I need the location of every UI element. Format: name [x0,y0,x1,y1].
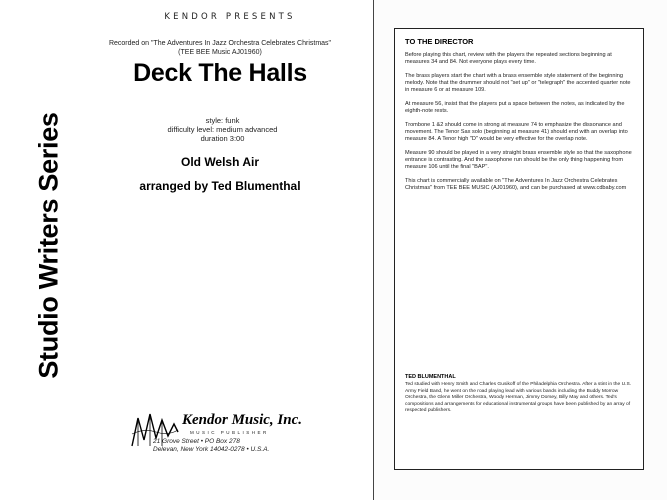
notes-page [373,0,667,500]
note-paragraph: The brass players start the chart with a brass ensemble style statement of the beginning melody. Note that the drummer should not "set up" or "telegraph" the accented quarter note in measure 6 or at measure 109. [405,73,631,93]
bio-text: Ted studied with Henry Smith and Charles Gusikoff of the Philadelphia Orchestra. After a stint in the U.S. Army Field Band, he went on the road playing lead with various bands including the Buddy Morrow Orchestra, the Glenn Miller Orchestra, Woody Herman, Jimmy Dorsey, Billy May and others. Ted's compositions and arrangements for educational instrumental groups have been published by an array of respected publishers. [405,382,632,413]
note-paragraph: Trombone 1 &2 should come in strong at measure 74 to emphasize the dissonance and movement. The Tenor Sax solo (beginning at measure 41) should end with an overlap into measure 84. A Tenor high "D" would be very effective for the overlap note. [405,122,628,142]
series-title: Studio Writers Series [33,111,64,379]
director-heading: TO THE DIRECTOR [405,37,474,46]
note-paragraph: At measure 56, insist that the players put a space between the notes, as indicated by the eighth-note rests. [405,101,625,114]
recorded-info [90,40,350,57]
recorded-line-1: Recorded on "The Adventures In Jazz Orchestra Celebrates Christmas" [108,40,332,47]
series-banner [24,80,74,410]
publisher-block [130,410,350,470]
publisher-subtitle: MUSIC PUBLISHER [190,430,269,435]
piece-title: Deck The Halls [133,59,307,87]
piece-details [110,116,335,143]
director-notes [405,37,633,199]
note-paragraph: Measure 90 should be played in a very straight brass ensemble style so that the saxophone entrance is contrasting. And the saxophone run should be the only thing happening from measure 106 until the final "BAP". [405,150,632,170]
arranger-bio [405,374,633,415]
notes-frame [394,28,644,470]
arranger-credit: arranged by Ted Blumenthal [139,179,301,193]
difficulty-line: difficulty level: medium advanced [167,125,278,134]
note-paragraph: Before playing this chart, review with the players the repeated sections beginning at measures 34 and 84. Not everyone plays every time. [405,52,612,65]
bio-heading: TED BLUMENTHAL [405,374,456,380]
address-line-2: Delevan, New York 14042-0278 • U.S.A. [153,446,270,453]
note-paragraph: This chart is commercially available on "The Adventures In Jazz Orchestra Celebrates Christmas" from TEE BEE MUSIC (AJ01960), and can be purchased at www.cdbaby.com [405,178,627,191]
recorded-line-2: (TEE BEE Music AJ01960) [178,48,262,56]
presents-line: KENDOR PRESENTS [164,12,296,22]
publisher-address [153,438,269,454]
address-line-1: 21 Grove Street • PO Box 278 [153,438,240,445]
duration-line: duration 3:00 [200,134,245,143]
origin-credit: Old Welsh Air [180,155,259,169]
style-line: style: funk [205,116,240,125]
publisher-name: Kendor Music, Inc. [182,412,303,428]
